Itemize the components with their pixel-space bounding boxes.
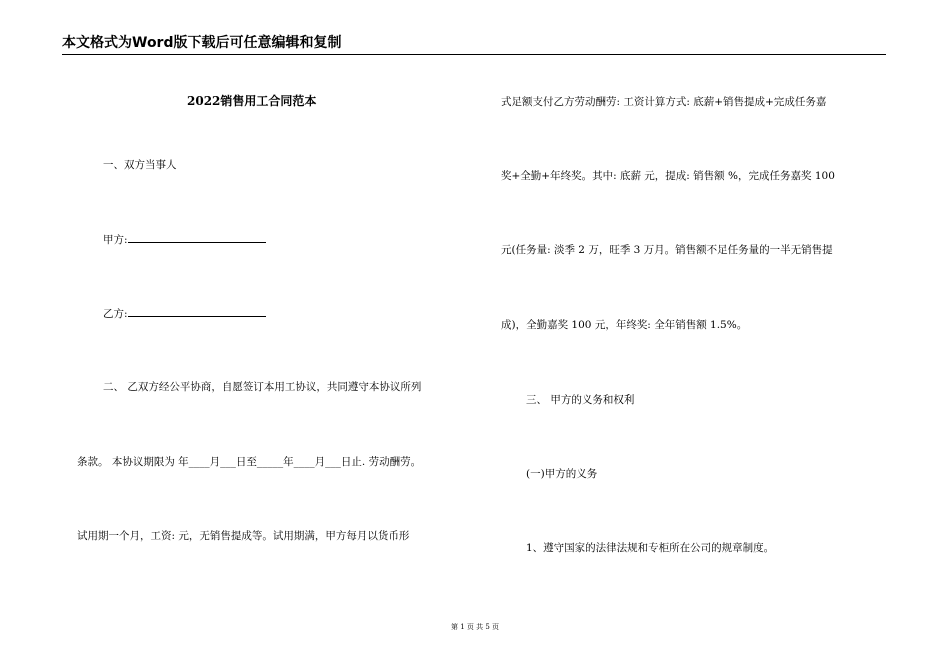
paragraph-line: 二、 乙双方经公平协商，自愿签订本用工协议，共同遵守本协议所列 [103, 381, 422, 393]
paragraph-line: 式足额支付乙方劳动酬劳: 工资计算方式: 底薪+销售提成+完成任务嘉 [501, 96, 827, 108]
party-a-line [103, 232, 266, 247]
party-a-label: 甲方: [103, 234, 128, 246]
section-heading-parties: 一、双方当事人 [103, 159, 177, 171]
paragraph-line: 条款。 本协议期限为 年____月___日至_____年____月___日止. 劳动酬劳。 [77, 456, 422, 468]
party-a-blank [128, 232, 266, 243]
paragraph-line: 成)，全勤嘉奖 100 元，年终奖: 全年销售额 1.5%。 [501, 319, 748, 331]
paragraph-line: 元(任务量: 淡季 2 万，旺季 3 万月。销售额不足任务量的一半无销售提 [501, 244, 833, 256]
subsection-heading: (一)甲方的义务 [526, 468, 598, 480]
page-header [62, 34, 886, 55]
section-heading-party-a: 三、 甲方的义务和权利 [526, 394, 635, 406]
party-b-blank [128, 306, 266, 317]
paragraph-line: 1、遵守国家的法律法规和专柜所在公司的规章制度。 [526, 542, 775, 554]
party-b-line [103, 306, 266, 321]
paragraph-line: 试用期一个月，工资: 元，无销售提成等。试用期满，甲方每月以货币形 [77, 530, 410, 542]
paragraph-line: 奖+全勤+年终奖。其中: 底薪 元，提成: 销售额 %，完成任务嘉奖 100 [501, 170, 835, 182]
party-b-label: 乙方: [103, 308, 128, 320]
header-text: 本文格式为Word版下载后可任意编辑和复制 [62, 35, 342, 51]
page-footer: 第 1 页 共 5 页 [450, 623, 500, 631]
document-title: 2022销售用工合同范本 [187, 94, 317, 108]
